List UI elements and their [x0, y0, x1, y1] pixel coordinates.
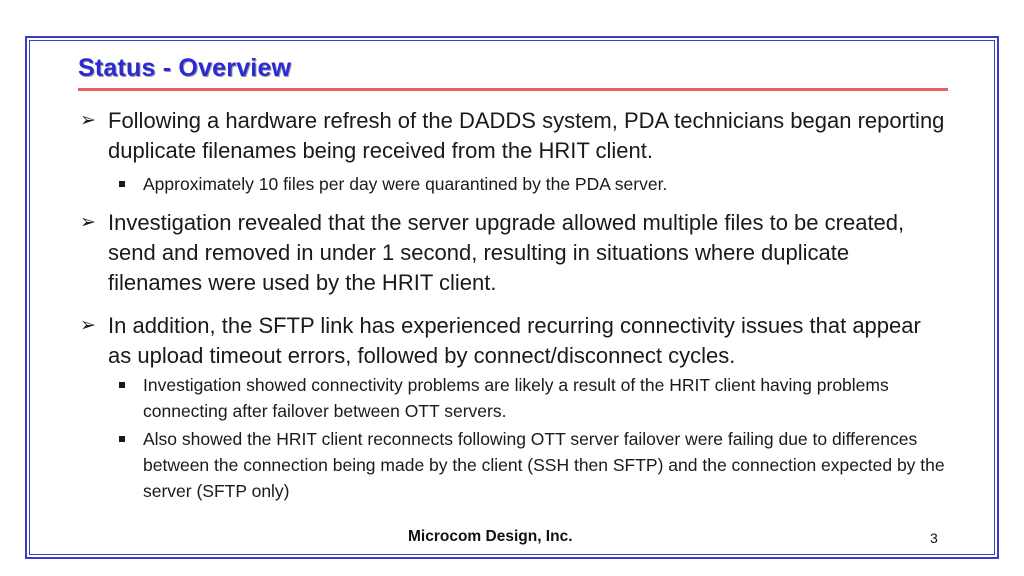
bullet-1-sub-1: [143, 171, 963, 197]
square-bullet-icon: [119, 181, 125, 187]
square-bullet-icon: [119, 436, 125, 442]
bullet-2-text: Investigation revealed that the server upgrade allowed multiple files to be created, send and removed in under 1 second, resulting in situations where duplicate filenames were used by the HRIT client.: [108, 210, 905, 295]
page-number: 3: [930, 530, 938, 546]
bullet-3-text: In addition, the SFTP link has experienced recurring connectivity issues that appear as upload timeout errors, followed by connect/disconnect cycles.: [108, 313, 921, 368]
bullet-2: [80, 208, 948, 298]
footer-company: Microcom Design, Inc.: [408, 528, 573, 545]
title-underline: [78, 88, 948, 91]
bullet-1: [80, 106, 948, 166]
square-bullet-icon: [119, 382, 125, 388]
arrow-bullet-icon: ➢: [80, 110, 96, 131]
bullet-1-text: Following a hardware refresh of the DADDS system, PDA technicians began reporting duplicate filenames being received from the HRIT client.: [108, 108, 945, 163]
bullet-3-sub-2: [143, 426, 963, 504]
bullet-3-sub-2-text: Also showed the HRIT client reconnects following OTT server failover were failing due to differences between the connection being made by the client (SSH then SFTP) and the connection expected by the server (SFTP only): [143, 429, 945, 501]
bullet-1-sub-1-text: Approximately 10 files per day were quarantined by the PDA server.: [143, 174, 668, 194]
bullet-3-sub-1-text: Investigation showed connectivity problems are likely a result of the HRIT client having problems connecting after failover between OTT servers.: [143, 375, 889, 421]
slide-title: Status - Overview: [78, 54, 292, 82]
bullet-3-sub-1: [143, 372, 963, 424]
bullet-3: [80, 311, 948, 371]
arrow-bullet-icon: ➢: [80, 212, 96, 233]
arrow-bullet-icon: ➢: [80, 315, 96, 336]
